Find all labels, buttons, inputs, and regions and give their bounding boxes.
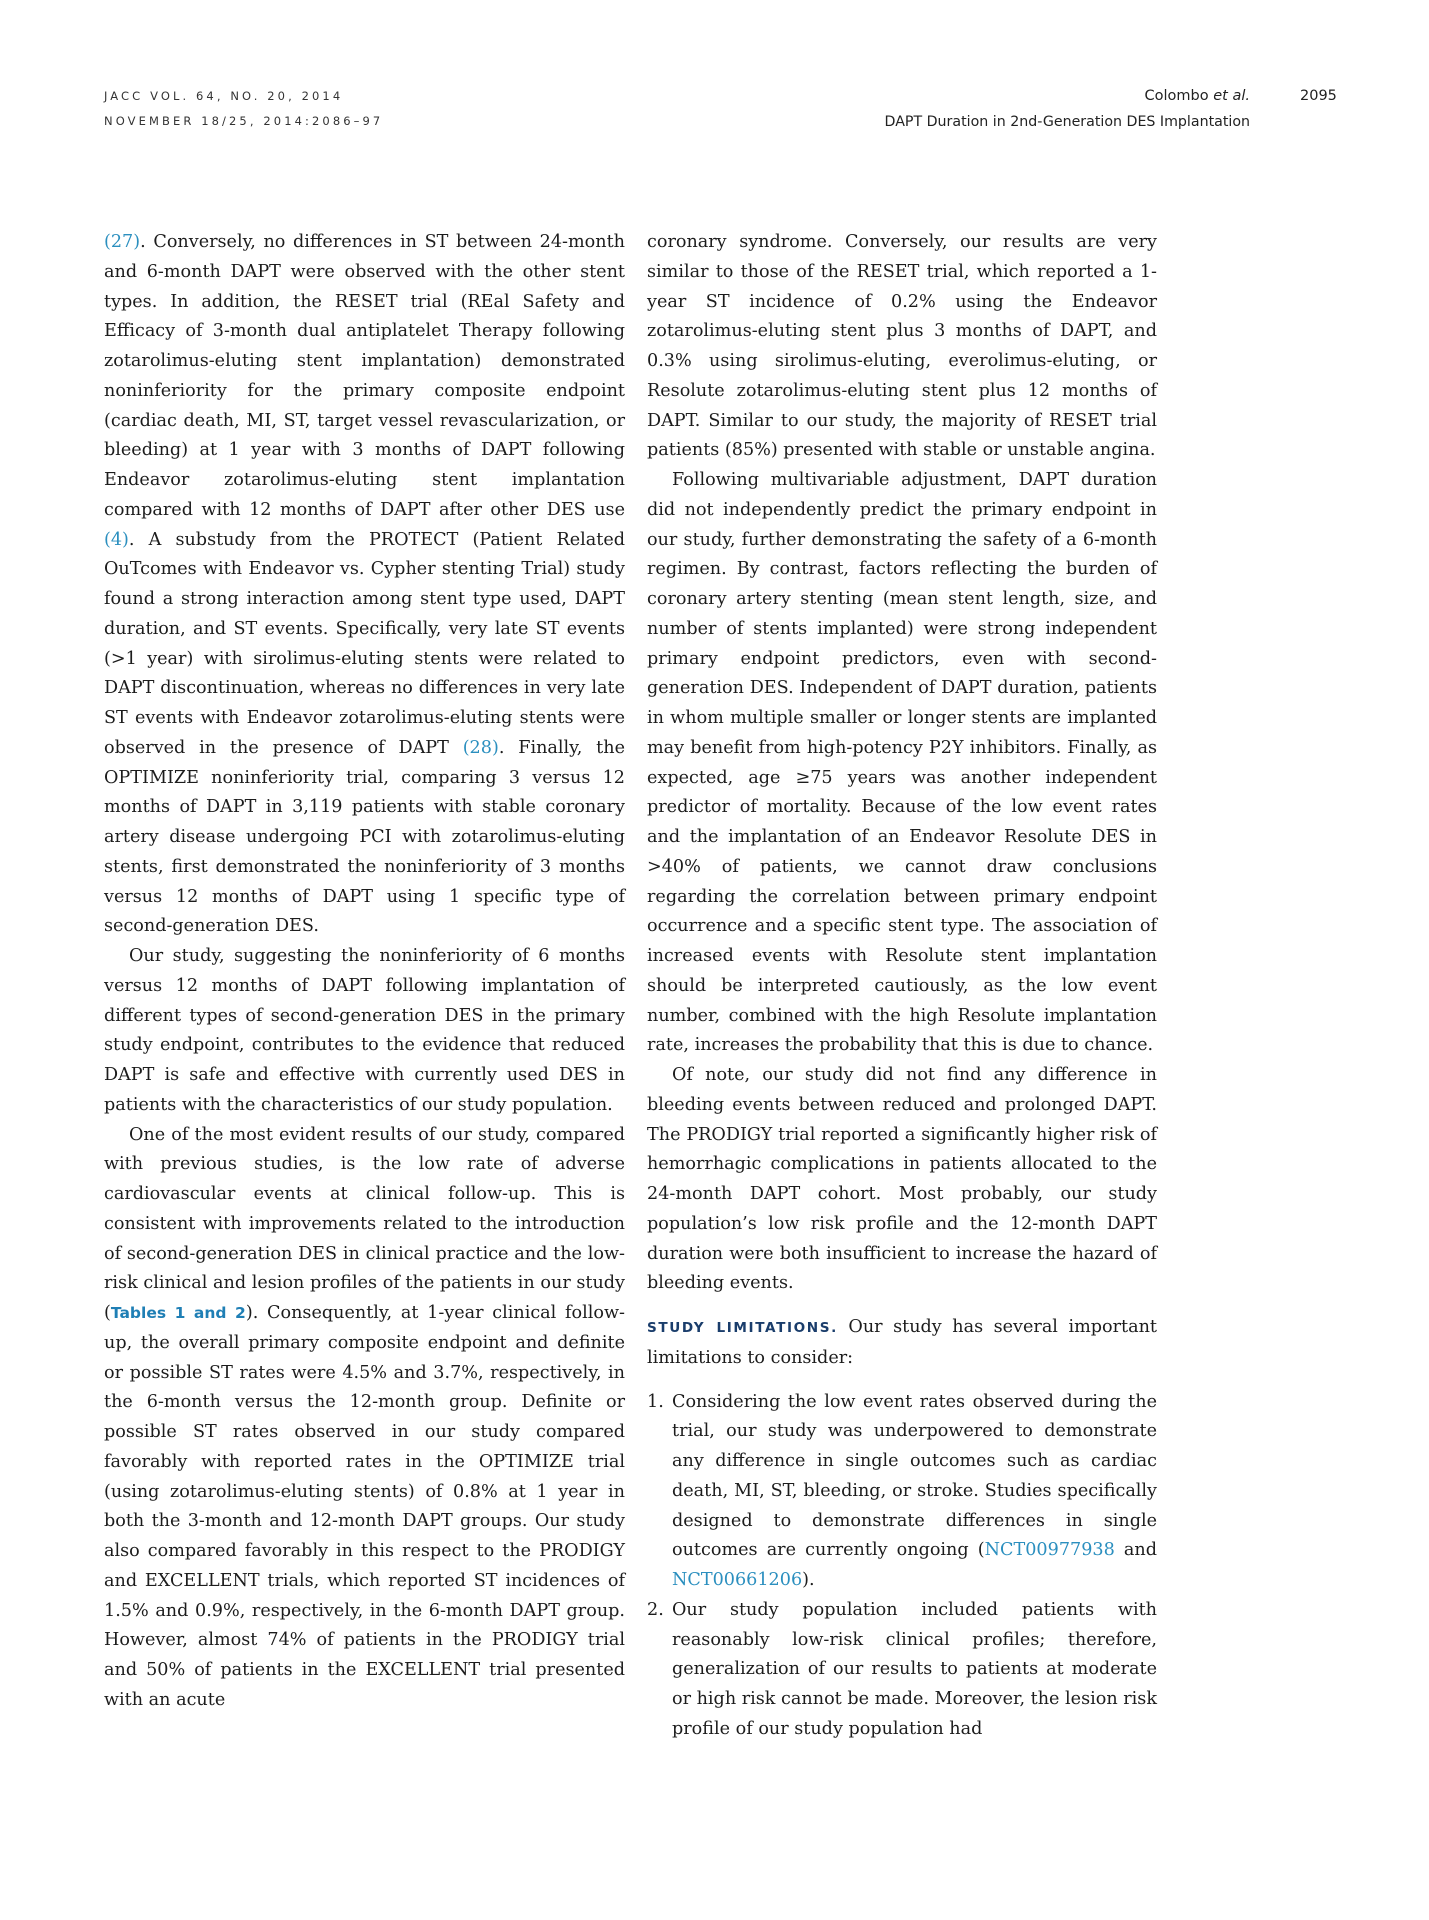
left-column [104, 228, 625, 1716]
paragraph-text: . Finally, the OPTIMIZE noninferiority trial, comparing 3 versus 12 months of DAPT in 3,119 patients with stable coronary artery disease undergoing PCI with zotarolimus-eluting stents, first demonstrated the noninferiority of 3 months versus 12 months of DAPT using 1 specific type of second-generation DES. [104, 737, 625, 937]
journal-citation-header [104, 84, 383, 134]
reference-link-28[interactable]: (28) [462, 737, 499, 758]
section-intro: Our study has several important limitations to consider: [647, 1317, 1157, 1368]
paragraph-bleeding: Of note, our study did not find any difference in bleeding events between reduced and prolonged DAPT. The PRODIGY trial reported a significantly higher risk of hemorrhagic complications in patients allocated to the 24-month DAPT cohort. Most probably, our study population’s low risk profile and the 12-month DAPT duration were both insufficient to increase the hazard of bleeding events. [647, 1065, 1157, 1294]
paragraph-text: . A substudy from the PROTECT (Patient Related OuTcomes with Endeavor vs. Cypher stenting Trial) study found a strong interaction among stent type used, DAPT duration, and ST events. Specifically, very late ST events (>1 year) with sirolimus-eluting stents were related to DAPT discontinuation, whereas no differences in very late ST events with Endeavor zotarolimus-eluting stents were observed in the presence of DAPT [104, 529, 625, 758]
journal-volume-line: JACC VOL. 64, NO. 20, 2014 [104, 89, 344, 103]
paragraph-text: One of the most evident results of our study, compared with previous studies, is the low rate of adverse cardiovascular events at clinical follow-up. This is consistent with improvements related to the introduction of second-generation DES in clinical practice and the low-risk clinical and lesion profiles of the patients in our study ( [104, 1124, 625, 1323]
running-title-header [885, 83, 1250, 135]
tables-1-2-link[interactable]: Tables 1 and 2 [110, 1304, 246, 1322]
paragraph-text: . Conversely, no differences in ST between 24-month and 6-month DAPT were observed with the other stent types. In addition, the RESET trial (REal Safety and Efficacy of 3-month dual antiplatelet Therapy following zotarolimus-eluting stent implantation) demonstrated noninferiority for the primary composite endpoint (cardiac death, MI, ST, target vessel revascularization, or bleeding) at 1 year with 3 months of DAPT following Endeavor zotarolimus-eluting stent implantation compared with 12 months of DAPT after other DES use [104, 232, 625, 520]
reference-link-4[interactable]: (4) [104, 529, 129, 550]
paragraph-low-event-rate [104, 1121, 625, 1716]
reference-link-27[interactable]: (27) [104, 232, 141, 252]
list-item-text: Considering the low event rates observed during the trial, our study was underpowered to demonstrate any difference in single outcomes such as cardiac death, MI, ST, bleeding, or stroke. Studies specifically designed to demonstrate differences in single outcomes are currently ongoing ( [672, 1391, 1157, 1561]
paragraph-continued [104, 228, 625, 942]
study-limitations-section [647, 1313, 1157, 1374]
page-number: 2095 [1300, 88, 1337, 104]
list-number: 1. [647, 1391, 664, 1412]
list-number: 2. [647, 1599, 664, 1620]
trial-registry-link[interactable]: NCT00661206 [672, 1570, 803, 1590]
right-column [647, 228, 1157, 1745]
paragraph-multivariable: Following multivariable adjustment, DAPT duration did not independently predict the primary endpoint in our study, further demonstrating the safety of a 6-month regimen. By contrast, factors reflecting the burden of coronary artery stenting (mean stent length, size, and number of stents implanted) were strong independent primary endpoint predictors, even with second-generation DES. Independent of DAPT duration, patients in whom multiple smaller or longer stents are implanted may benefit from high-potency P2Y inhibitors. Finally, as expected, age ≥75 years was another independent predictor of mortality. Because of the low event rates and the implantation of an Endeavor Resolute DES in >40% of patients, we cannot draw conclusions regarding the correlation between primary endpoint occurrence and a specific stent type. The association of increased events with Resolute stent implantation should be interpreted cautiously, as the low event number, combined with the high Resolute implantation rate, increases the probability that this is due to chance. [647, 470, 1157, 1056]
list-item-text: ). [802, 1570, 815, 1590]
list-item-text: and [1114, 1540, 1157, 1561]
paragraph-reset-comparison: coronary syndrome. Conversely, our results are very similar to those of the RESET trial, which reported a 1-year ST incidence of 0.2% using the Endeavor zotarolimus-eluting stent plus 3 months of DAPT, and 0.3% using sirolimus-eluting, everolimus-eluting, or Resolute zotarolimus-eluting stent plus 12 months of DAPT. Similar to our study, the majority of RESET trial patients (85%) presented with stable or unstable angina. [647, 232, 1157, 461]
section-heading: STUDY LIMITATIONS. [647, 1320, 838, 1336]
list-item-text: Our study population included patients with reasonably low-risk clinical profiles; therefore, generalization of our results to patients at moderate or high risk cannot be made. Moreover, the lesion risk profile of our study population had [672, 1599, 1157, 1739]
paragraph-text: ). Consequently, at 1-year clinical follow-up, the overall primary composite endpoint and definite or possible ST rates were 4.5% and 3.7%, respectively, in the 6-month versus the 12-month group. Definite or possible ST rates observed in our study compared favorably with reported rates in the OPTIMIZE trial (using zotarolimus-eluting stents) of 0.8% at 1 year in both the 3-month and 12-month DAPT groups. Our study also compared favorably in this respect to the PRODIGY and EXCELLENT trials, which reported ST incidences of 1.5% and 0.9%, respectively, in the 6-month DAPT group. However, almost 74% of patients in the PRODIGY trial and 50% of patients in the EXCELLENT trial presented with an acute [104, 1303, 625, 1710]
author-suffix: et al. [1213, 88, 1250, 104]
author-name: Colombo [1144, 88, 1209, 104]
limitations-list [647, 1388, 1157, 1745]
running-title: DAPT Duration in 2nd-Generation DES Implantation [884, 114, 1250, 130]
paragraph-noninferiority: Our study, suggesting the noninferiority of 6 months versus 12 months of DAPT following implantation of different types of second-generation DES in the primary study endpoint, contributes to the evidence that reduced DAPT is safe and effective with currently used DES in patients with the characteristics of our study population. [104, 946, 625, 1115]
author-line [885, 83, 1250, 109]
list-item [647, 1596, 1157, 1745]
list-item [647, 1388, 1157, 1596]
trial-registry-link[interactable]: NCT00977938 [984, 1540, 1115, 1561]
journal-date-pages-line: NOVEMBER 18/25, 2014:2086–97 [104, 114, 384, 128]
